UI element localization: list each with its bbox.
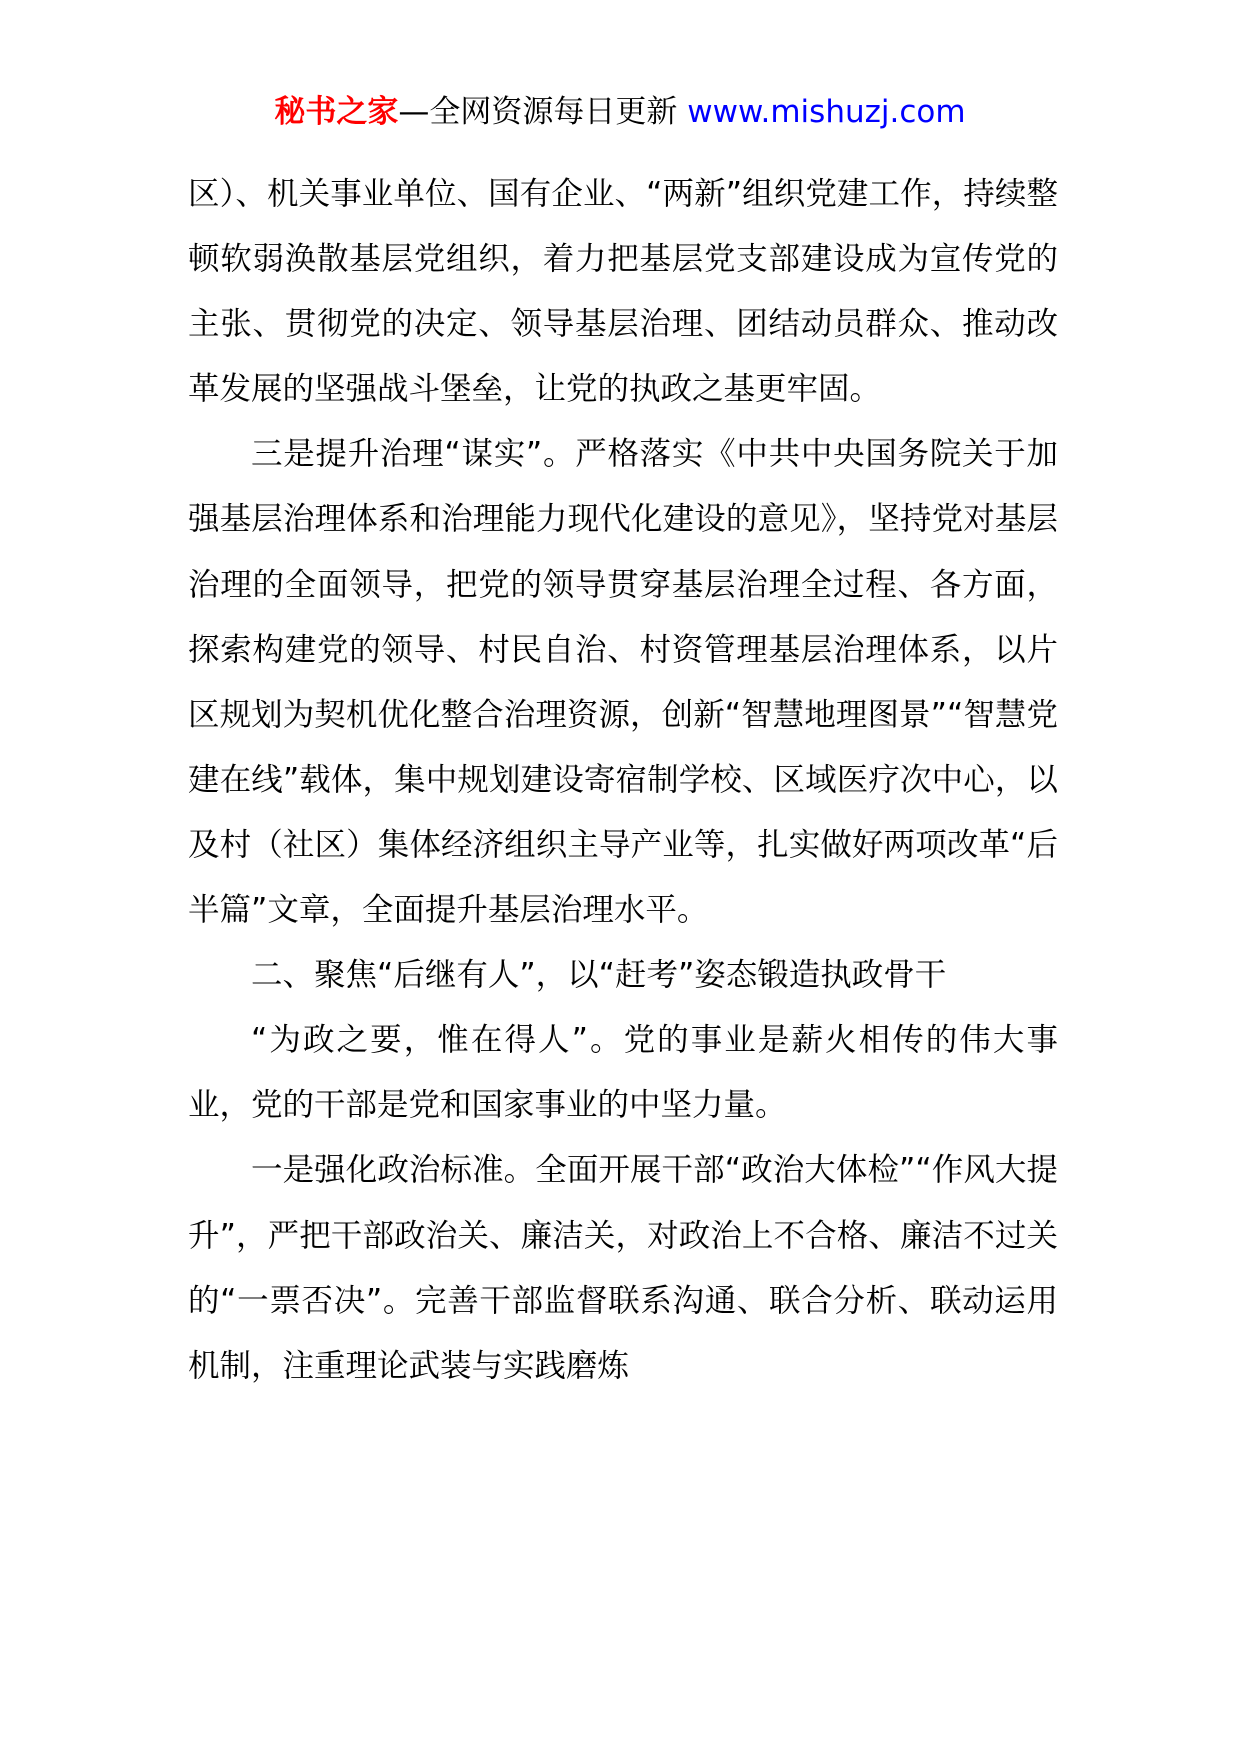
paragraph-quote: “为政之要，惟在得人”。党的事业是薪火相传的伟大事业，党的干部是党和国家事业的中坚力量。 — [188, 1022, 1058, 1124]
page-header — [0, 86, 1240, 138]
header-tagline: —全网资源每日更新 — [398, 94, 688, 130]
section-heading: 二、聚焦“后继有人”，以“赶考”姿态锻造执政骨干 — [251, 957, 947, 994]
paragraph-continuation: 区）、机关事业单位、国有企业、“两新”组织党建工作，持续整顿软弱涣散基层党组织，着力把基层党支部建设成为宣传党的主张、贯彻党的决定、领导基层治理、团结动员群众、推动改革发展的坚强战斗堡垒，让党的执政之基更牢固。 — [188, 176, 1058, 408]
paragraph-political-standard: 一是强化政治标准。全面开展干部“政治大体检”“作风大提升”，严把干部政治关、廉洁关，对政治上不合格、廉洁不过关的“一票否决”。完善干部监督联系沟通、联合分析、联动运用机制，注重理论武装与实践磨炼 — [188, 1152, 1058, 1384]
document-body — [188, 162, 1058, 1399]
site-url-link[interactable]: www.mishuzj.com — [687, 94, 966, 130]
paragraph-governance: 三是提升治理“谋实”。严格落实《中共中央国务院关于加强基层治理体系和治理能力现代化建设的意见》，坚持党对基层治理的全面领导，把党的领导贯穿基层治理全过程、各方面，探索构建党的领导、村民自治、村资管理基层治理体系，以片区规划为契机优化整合治理资源，创新“智慧地理图景”“智慧党建在线”载体，集中规划建设寄宿制学校、区域医疗次中心，以及村（社区）集体经济组织主导产业等，扎实做好两项改革“后半篇”文章，全面提升基层治理水平。 — [188, 436, 1058, 929]
brand-name: 秘书之家 — [274, 94, 399, 130]
